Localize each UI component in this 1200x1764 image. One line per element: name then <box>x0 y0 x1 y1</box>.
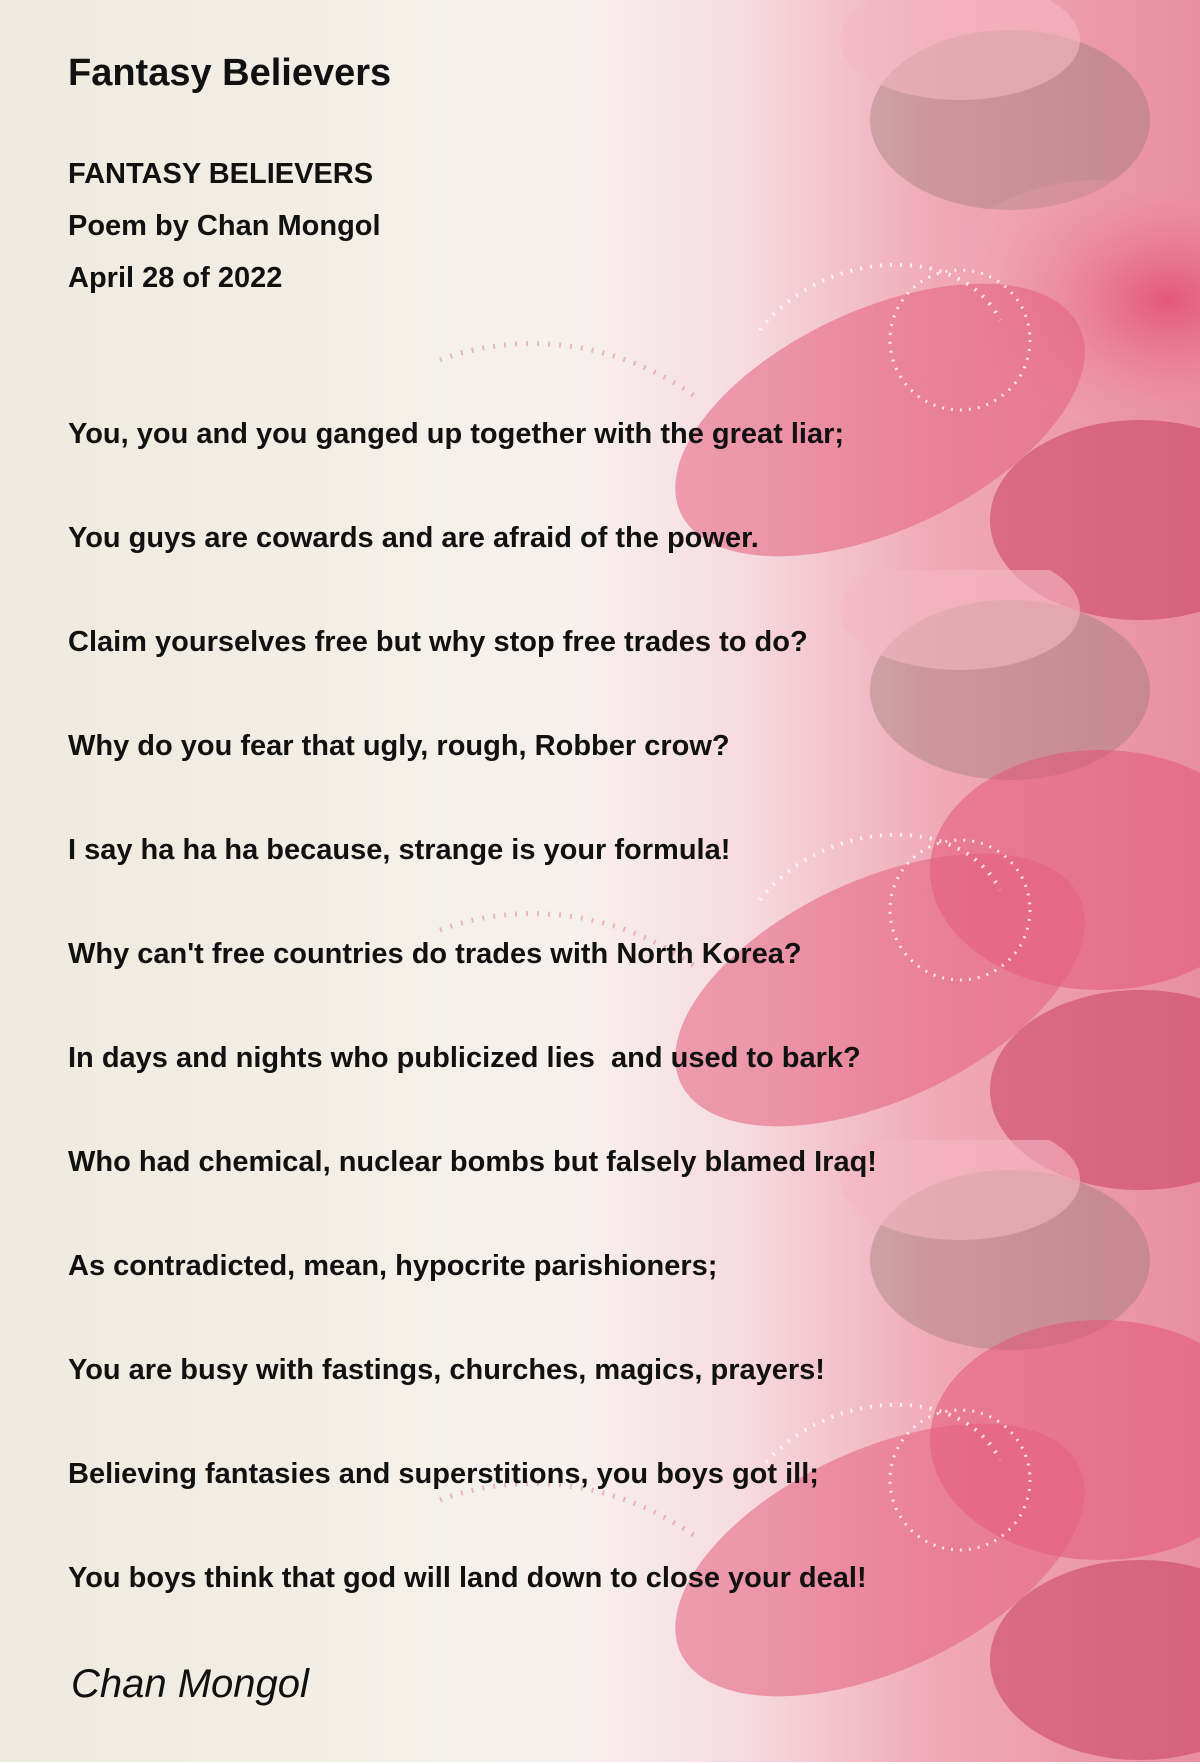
poem-line: Why do you fear that ugly, rough, Robber crow? <box>68 730 730 762</box>
poem-byline: Poem by Chan Mongol <box>68 210 381 242</box>
poem-line: Why can't free countries do trades with North Korea? <box>68 938 802 970</box>
poem-line: You are busy with fastings, churches, magics, prayers! <box>68 1354 825 1386</box>
poem-line: You guys are cowards and are afraid of the power. <box>68 522 759 554</box>
poem-date: April 28 of 2022 <box>68 262 283 294</box>
page-title: Fantasy Believers <box>68 52 392 94</box>
poem-line: Believing fantasies and superstitions, you boys got ill; <box>68 1458 819 1490</box>
poem-line: Claim yourselves free but why stop free trades to do? <box>68 626 808 658</box>
poem-line: Who had chemical, nuclear bombs but falsely blamed Iraq! <box>68 1146 877 1178</box>
poem-line: You boys think that god will land down to close your deal! <box>68 1562 867 1594</box>
author-signature: Chan Mongol <box>71 1662 309 1706</box>
poem-line: I say ha ha ha because, strange is your formula! <box>68 834 731 866</box>
poem-line: As contradicted, mean, hypocrite parishioners; <box>68 1250 718 1282</box>
poem-title: FANTASY BELIEVERS <box>68 158 374 190</box>
poem-line: You, you and you ganged up together with the great liar; <box>68 418 845 450</box>
floral-background-tile <box>0 570 1200 1194</box>
poem-line: In days and nights who publicized lies and used to bark? <box>68 1042 861 1074</box>
